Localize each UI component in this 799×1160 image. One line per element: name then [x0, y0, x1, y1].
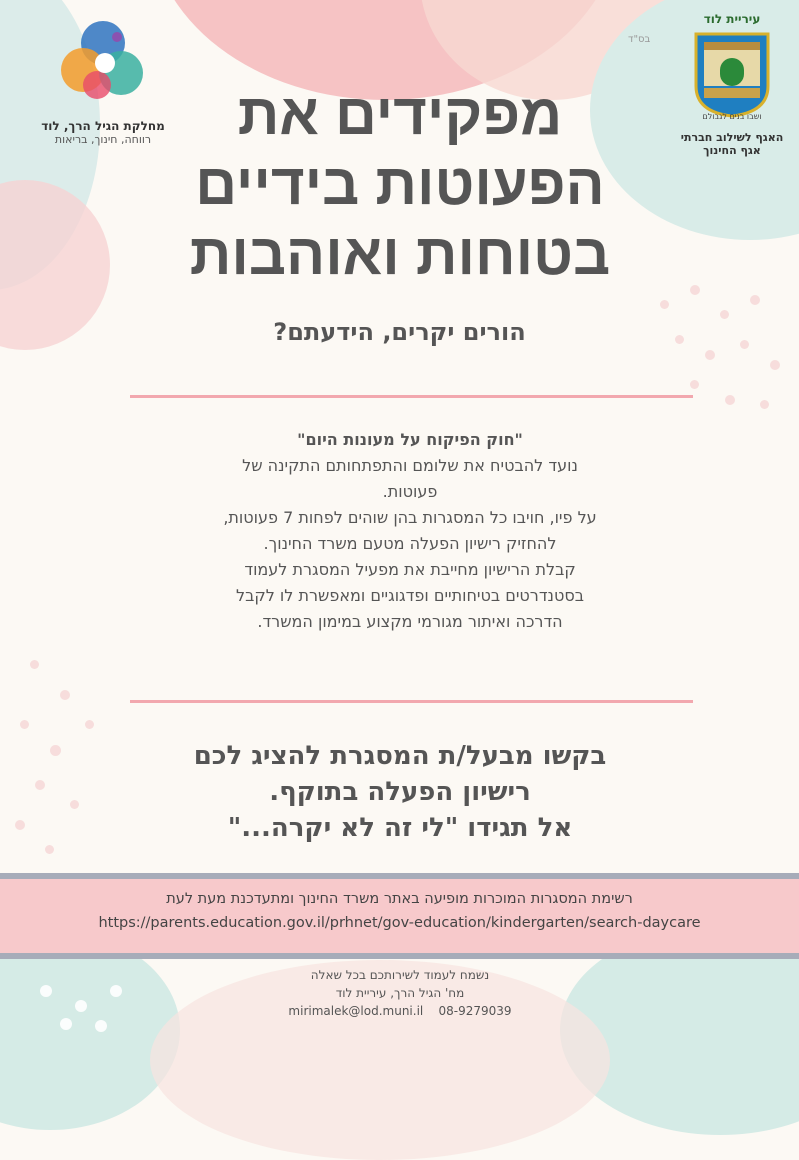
bsd-mark: בס"ד	[628, 34, 651, 45]
page-title	[130, 80, 670, 290]
contact-email-link[interactable]: mirimalek@lod.muni.il	[288, 1004, 424, 1018]
body-line: קבלת הרישיון מחייבת את מפעיל המסגרת לעמוד	[244, 560, 576, 579]
title-line-3: בטוחות ואוהבות	[189, 222, 611, 287]
lod-municipality-logo	[677, 12, 787, 157]
body-line: נועד להבטיח את שלומם והתפתחותם התקינה של	[242, 456, 578, 475]
title-line-2: הפעוטות בידיים	[195, 152, 605, 217]
law-info-section	[140, 427, 680, 635]
footer-contact-row	[250, 1002, 550, 1020]
body-line: הדרכה ואיתור מגורמי מקצוע במימון המשרד.	[257, 612, 563, 631]
footer-line-2: מח' הגיל הרך, עיריית לוד	[335, 986, 465, 1000]
divider-top	[130, 395, 693, 398]
city-motto: ושבו בנים לגבולם	[702, 112, 762, 121]
body-line: להחזיק רישיון הפעלה מטעם משרד החינוך.	[263, 534, 557, 553]
law-name: "חוק הפיקוח על מעונות היום"	[297, 430, 523, 449]
decor-blob-mint-bottom-left	[0, 930, 180, 1130]
city-name: עיריית לוד	[703, 12, 761, 26]
left-logo-subtitle: רווחה, חינוך, בריאות	[54, 133, 152, 146]
body-line: על פיו, חויבו כל המסגרות בהן שוהים לפחות 7 פעוטות,	[223, 508, 597, 527]
band-text: רשימת המסגרות המוכרות מופיעה באתר משרד החינוך ומתעדכנת מעת לעת	[166, 891, 633, 907]
dept-line-1: האגף לשילוב חברתי	[680, 131, 784, 144]
city-emblem-icon	[690, 28, 774, 118]
cta-line-1: בקשו מבעל/ת המסגרת להציג לכם	[193, 741, 607, 771]
title-line-1: מפקידים את	[237, 82, 563, 147]
left-logo-title: מחלקת הגיל הרך, לוד	[41, 119, 165, 133]
cta-line-3: אל תגידו "לי זה לא יקרה..."	[227, 813, 573, 843]
footer-contact	[250, 966, 550, 1020]
cta-line-2: רישיון הפעלה בתוקף.	[269, 777, 531, 807]
call-to-action	[100, 738, 700, 846]
divider-bottom	[130, 700, 693, 703]
footer-line-1: נשמח לעמוד לשירותכם בכל שאלה	[310, 968, 490, 982]
daycare-search-link[interactable]: https://parents.education.gov.il/prhnet/gov-education/kindergarten/search-daycare	[98, 915, 701, 931]
page-subtitle: הורים יקרים, הידעתם?	[273, 318, 526, 346]
info-band	[0, 873, 799, 959]
body-line: בסטנדרטים בטיחותיים ופדגוגיים ומאפשרת לו לקבל	[236, 586, 584, 605]
body-line: פעוטות.	[382, 482, 438, 501]
dept-line-2: אגף החינוך	[703, 144, 761, 157]
contact-phone[interactable]: 08-9279039	[438, 1004, 512, 1018]
